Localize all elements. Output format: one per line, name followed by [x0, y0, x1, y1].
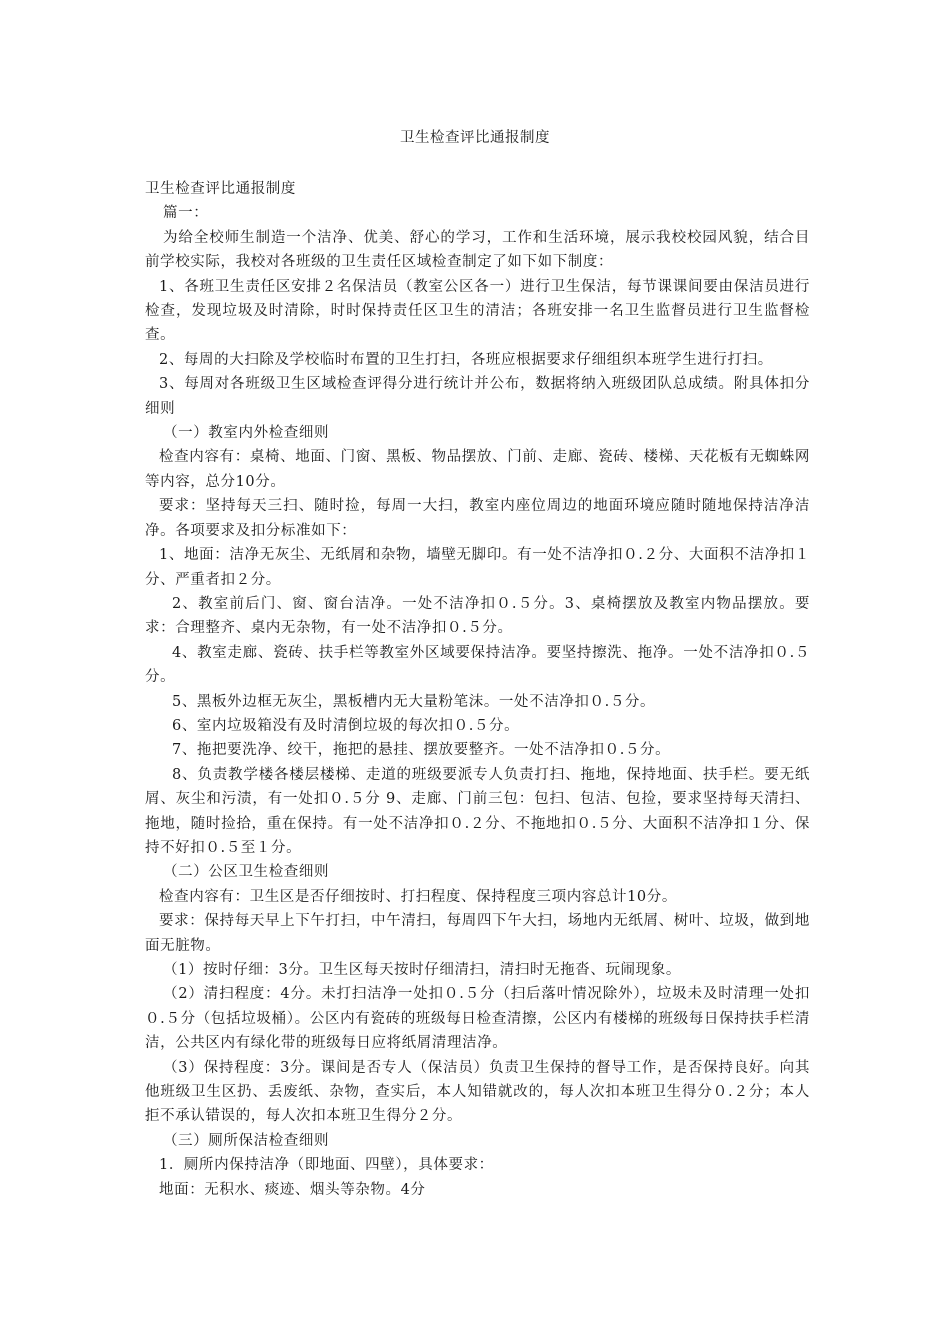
rule-paragraph: （3）保持程度：3分。课间是否专人（保洁员）负责卫生保持的督导工作，是否保持良好。向其他班级卫生区扔、丢废纸、杂物，查实后，本人知错就改的，每人次扣本班卫生得分０.２分；本人拒不承认错误的，每人次扣本班卫生得分２分。: [145, 1059, 810, 1125]
requirements-paragraph: 要求：保持每天早上下午打扫，中午清扫，每周四下午大扫，场地内无纸屑、树叶、垃圾，做到地面无脏物。: [145, 913, 810, 954]
subsection-heading-classroom: （一）教室内外检查细则: [163, 425, 330, 442]
rule-paragraph: 2、教室前后门、窗、窗台洁净。一处不洁净扣０.５分。3、桌椅摆放及教室内物品摆放。要求：合理整齐、桌内无杂物，有一处不洁净扣０.５分。: [145, 595, 810, 637]
rule-paragraph: （2）清扫程度：4分。未打扫洁净一处扣０.５分（扫后落叶情况除外），垃圾未及时清理一处扣０.５分（包括垃圾桶）。公区内有瓷砖的班级每日检查清擦，公区内有楼梯的班级每日保持扶手栏清洁，公共区内有绿化带的班级每日应将纸屑清理洁净。: [145, 986, 810, 1052]
document-title: 卫生检查评比通报制度: [400, 130, 550, 146]
section-heading: 卫生检查评比通报制度: [145, 181, 296, 197]
rule-paragraph: 8、负责教学楼各楼层楼梯、走道的班级要派专人负责打扫、拖地，保持地面、扶手栏。要无纸屑、灰尘和污渍，有一处扣０.５分 9、走廊、门前三包：包扫、包洁、包捡，要求坚持每天清扫、拖地，随时捡拾，重在保持。有一处不洁净扣０.２分、不拖地扣０.５分、大面积不洁净扣１分、保持不好扣０.５至１分。: [145, 766, 810, 856]
rule-paragraph: 2、每周的大扫除及学校临时布置的卫生打扫，各班应根据要求仔细组织本班学生进行打扫。: [159, 351, 773, 368]
rule-paragraph: 地面：无积水、痰迹、烟头等杂物。4分: [159, 1181, 426, 1198]
rule-paragraph: 1．厕所内保持洁净（即地面、四壁），具体要求：: [159, 1157, 494, 1174]
subsection-heading-public-area: （二）公区卫生检查细则: [163, 864, 330, 881]
subsection-heading-toilet: （三）厕所保洁检查细则: [163, 1132, 330, 1149]
subheading-part-one: 篇一：: [163, 205, 209, 222]
rule-paragraph: 1、各班卫生责任区安排２名保洁员（教室公区各一）进行卫生保洁，每节课课间要由保洁员进行检查，发现垃圾及时清除，时时保持责任区卫生的清洁；各班安排一名卫生监督员进行卫生监督检查。: [145, 278, 810, 344]
intro-paragraph: 为给全校师生制造一个洁净、优美、舒心的学习，工作和生活环境，展示我校校园风貌，结合目前学校实际，我校对各班级的卫生责任区域检查制定了如下如下制度：: [145, 229, 810, 271]
rule-paragraph: 4、教室走廊、瓷砖、扶手栏等教室外区域要保持洁净。要坚持擦洗、拖净。一处不洁净扣０.５分。: [145, 644, 810, 686]
requirements-paragraph: 要求：坚持每天三扫、随时捡，每周一大扫，教室内座位周边的地面环境应随时随地保持洁净洁净。各项要求及扣分标准如下：: [145, 498, 810, 539]
inspection-content-paragraph: 检查内容有：桌椅、地面、门窗、黑板、物品摆放、门前、走廊、瓷砖、楼梯、天花板有无蜘蛛网等内容，总分10分。: [145, 449, 810, 490]
rule-paragraph: 3、每周对各班级卫生区域检查评得分进行统计并公布，数据将纳入班级团队总成绩。附具体扣分细则: [145, 376, 810, 417]
document-body: [145, 177, 810, 1202]
inspection-content-paragraph: 检查内容有：卫生区是否仔细按时、打扫程度、保持程度三项内容总计10分。: [159, 888, 677, 905]
rule-paragraph: 7、拖把要洗净、绞干，拖把的悬挂、摆放要整齐。一处不洁净扣０.５分。: [172, 742, 671, 759]
rule-paragraph: 6、室内垃圾箱没有及时清倒垃圾的每次扣０.５分。: [172, 717, 520, 734]
rule-paragraph: （1）按时仔细：3分。卫生区每天按时仔细清扫，清扫时无拖沓、玩闹现象。: [163, 962, 681, 978]
rule-paragraph: 1、地面：洁净无灰尘、无纸屑和杂物，墙壁无脚印。有一处不洁净扣０.２分、大面积不洁净扣１分、严重者扣２分。: [145, 547, 810, 588]
rule-paragraph: 5、黑板外边框无灰尘，黑板槽内无大量粉笔沫。一处不洁净扣０.５分。: [172, 693, 656, 710]
